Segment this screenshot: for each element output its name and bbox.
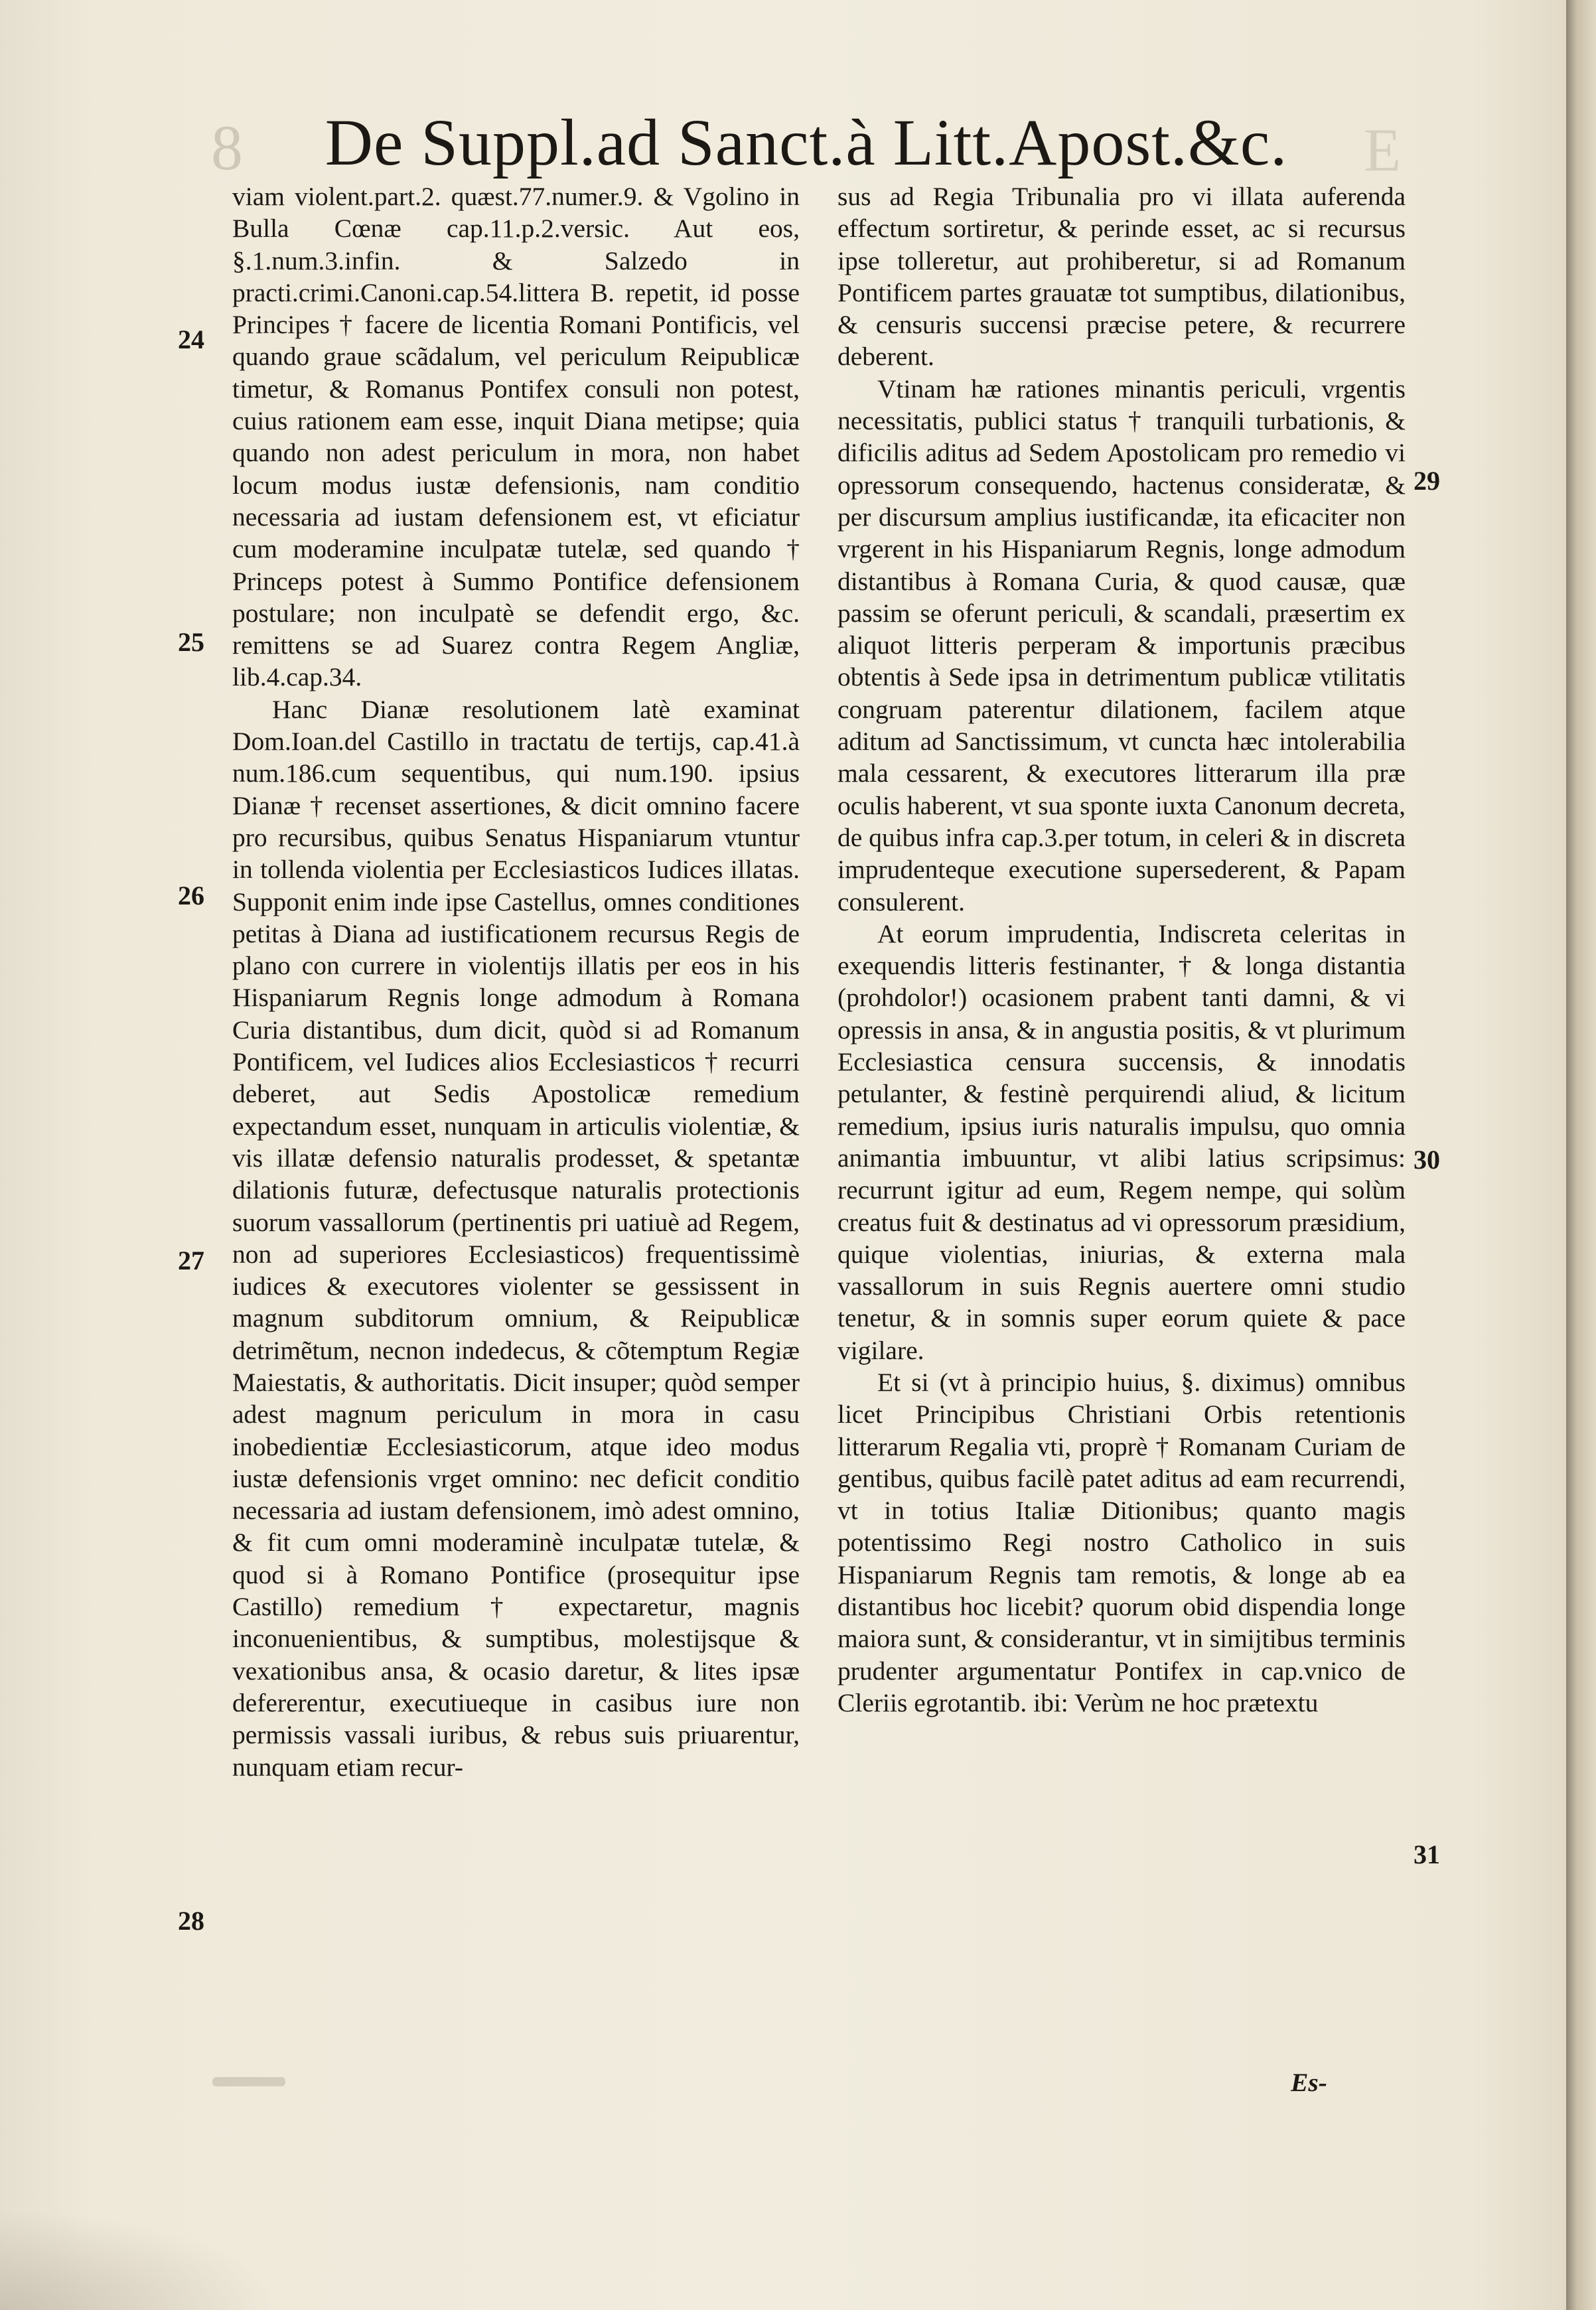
paragraph: viam violent.part.2. quæst.77.numer.9. & Vgolino in Bulla Cœnæ cap.11.p.2.versic. Aut eos, §.1.num.3.infin. & Salzedo in practi.crimi.Canoni.cap.54.littera B. repetit, id posse Principes † facere de licentia Romani Pontificis, vel quando graue scãdalum, vel periculum Reipublicæ timetur, & Romanus Pontifex consuli non potest, cuius rationem eam esse, inquit Diana metipse; quia quando non adest periculum in mora, non habet locum modus iustæ defensionis, nam conditio necessaria ad iustam defensionem est, vt eficiatur cum moderamine inculpatæ tutelæ, sed quando † Princeps potest à Summo Pontifice defensionem postulare; non inculpatè se defendit ergo, &c. remittens se ad Suarez contra Regem Angliæ, lib.4.cap.34.	[232, 182, 800, 692]
paragraph: sus ad Regia Tribunalia pro vi illata auferenda effectum sortiretur, & perinde esset, ac si recursus ipse tolleretur, aut prohiberetur, si ad Romanum Pontificem partes grauatæ tot sumptibus, dilationibus, & censuris succensi præcise petere, & recurrere deberent.	[837, 182, 1406, 372]
margin-number-26: 26	[178, 881, 204, 910]
page-number: 8	[211, 112, 243, 183]
margin-number-31: 31	[1414, 1840, 1440, 1869]
margin-number-30: 30	[1414, 1145, 1440, 1175]
ink-smudge	[212, 2077, 285, 2086]
page-stain	[0, 2210, 279, 2310]
paragraph: Et si (vt à principio huius, §. diximus) omnibus licet Principibus Christiani Orbis retentionis litterarum Regalia vti, proprè † Romanam Curiam de gentibus, quibus facilè patet aditus ad eam recurrendi, vt in totius Italiæ Ditionibus; quanto magis potentissimo Regi nostro Catholico in suis Hispaniarum Regnis tam remotis, & longe ab ea distantibus hoc licebit? quorum obid dispendia longe maiora sunt, & considerantur, vt in simijtibus terminis prudenter argumentatur Pontifex in cap.vnico de Cleriis egrotantib. ibi: Verùm ne hoc prætextu	[837, 1367, 1406, 1717]
margin-number-24: 24	[178, 325, 204, 354]
right-column	[837, 180, 1406, 1719]
paragraph: Vtinam hæ rationes minantis periculi, vrgentis necessitatis, publici status † tranquili turbationis, & dificilis aditus ad Sedem Apostolicam pro remedio vi opressorum consequendo, hactenus consideratæ, & per discursum amplius iustificandæ, ita eficaciter non vrgerent in his Hispaniarum Regnis, longe admodum distantibus à Romana Curia, & quod causæ, quæ passim se oferunt periculi, & scandali, præsertim ex aliquot litteris perperam & importunis præcibus obtentis à Sede ipsa in detrimentum publicæ vtilitatis congruam paterentur dilationem, facilem atque aditum ad Sanctissimum, vt cuncta hæc intolerabilia mala cessarent, & executores litterarum illa præ oculis haberent, vt sua sponte iuxta Canonum decreta, de quibus infra cap.3.per totum, in celeri & in discreta imprudenteque executione supersederent, & Papam consulerent.	[837, 374, 1406, 916]
catchword: Es-	[1291, 2068, 1327, 2097]
margin-number-27: 27	[178, 1246, 204, 1275]
margin-number-28: 28	[178, 1906, 204, 1936]
left-column	[232, 180, 800, 1783]
paragraph: Hanc Dianæ resolutionem latè examinat Dom.Ioan.del Castillo in tractatu de tertijs, cap.41.à num.186.cum sequentibus, qui num.190. ipsius Dianæ † recenset assertiones, & dicit omnino facere pro recursibus, quibus Senatus Hispaniarum vtuntur in tollenda violentia per Ecclesiasticos Iudices illatas. Supponit enim inde ipse Castellus, omnes conditiones petitas à Diana ad iustificationem recursus Regis de plano con currere in violentijs illatis per eos in his Hispaniarum Regnis longe admodum à Romana Curia distantibus, dum dicit, quòd si ad Romanum Pontificem, vel Iudices alios Ecclesiasticos † recurri deberet, aut Sedis Apostolicæ remedium expectandum esset, nunquam in articulis violentiæ, & vis illatæ defensio naturalis prodesset, & spetantæ dilationis futuræ, defectusque naturalis protectionis suorum vassallorum (pertinentis pri uatiuè ad Regem, non ad superiores Ecclesiasticos) frequentissimè iudices & executores violenter se gessissent in magnum subditorum omnium, & Reipublicæ detrimẽtum, necnon indedecus, & cõtemptum Regiæ Maiestatis, & authoritatis. Dicit insuper; quòd semper adest magnum periculum in mora in casu inobedientiæ Ecclesiasticorum, atque ideo modus iustæ defensionis vrget omnino: nec deficit conditio necessaria ad iustam defensionem, imò adest omnino, & fit cum omni moderaminè inculpatæ tutelæ, & quod si à Romano Pontifice (prosequitur ipse Castillo) remedium † expectaretur, magnis inconuenientibus, & sumptibus, molestijsque & vexationibus ansa, & ocasio daretur, & lites ipsæ defererentur, executiueque in casibus iure non permissis vassali iuribus, & rebus suis priuarentur, nunquam etiam recur-	[232, 694, 800, 1782]
margin-number-25: 25	[178, 627, 204, 657]
margin-number-29: 29	[1414, 466, 1440, 496]
bleed-through-letter: E	[1364, 116, 1402, 184]
running-header: De Suppl.ad Sanct.à Litt.Apost.&c.	[325, 106, 1288, 179]
paragraph: At eorum imprudentia, Indiscreta celeritas in exequendis litteris festinanter, † & longa distantia (prohdolor!) ocasionem prabent tanti damni, & vi opressis in ansa, & in angustia positis, & vt plurimum Ecclesiastica censura succensis, & innodatis petulanter, & festinè perquirendi aliud, & licitum remedium, ipsius iuris naturalis impulsu, quo omnia animantia imbuuntur, vt alibi latius scripsimus: recurrunt igitur ad eum, Regem nempe, qui solùm creatus fuit & destinatus ad vi opressorum præsidium, quique violentias, iniurias, & externa mala vassallorum in suis Regnis auertere omni studio tenetur, & in somnis super eorum quiete & pace vigilare.	[837, 918, 1406, 1365]
binding-gutter	[1566, 0, 1596, 2310]
